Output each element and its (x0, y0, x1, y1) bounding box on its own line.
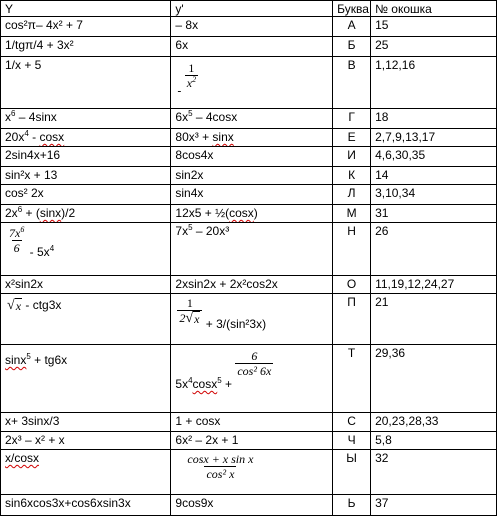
cell-letter: Т (333, 345, 371, 413)
table-row (1, 109, 497, 129)
table-row (1, 432, 497, 450)
derivative-fraction: 1 2 √ x (177, 296, 202, 326)
cell-function: cos² 2x (1, 185, 171, 205)
cell-letter: В (333, 57, 371, 109)
cell-letter: Ч (333, 432, 371, 450)
derivative-fraction: $\frac{6}{\text{cos² 6x}}$ (237, 349, 272, 378)
derivative-fraction (185, 61, 198, 90)
cell-function: sin²x + 13 (1, 167, 171, 185)
cell-derivative: 1 + cosx (171, 413, 333, 432)
cell-window: 1,12,16 (371, 57, 497, 109)
cell-window: 31 (371, 205, 497, 223)
cell-function: x+ 3sinx/3 (1, 413, 171, 432)
cell-window: 5,8 (371, 432, 497, 450)
cell-letter: П (333, 294, 371, 345)
cell-function: √ x - ctg3x (1, 294, 171, 345)
table-row (1, 413, 497, 432)
table-row (1, 17, 497, 37)
cell-function: 2x³ – x² + x (1, 432, 171, 450)
header-window: № окошка (371, 1, 497, 17)
cell-function: 1/x + 5 (1, 57, 171, 109)
cell-derivative: sin4x (171, 185, 333, 205)
table-row (1, 450, 497, 495)
cell-letter: Л (333, 185, 371, 205)
cell-function: sin6xcos3x+cos6xsin3x (1, 495, 171, 516)
cell-derivative: 9cos9x (171, 495, 333, 516)
cell-function: x/cosx (1, 450, 171, 495)
cell-derivative: 80x³ + sinx (171, 129, 333, 147)
cell-function: x²sin2x (1, 276, 171, 294)
cell-letter: К (333, 167, 371, 185)
table-row (1, 205, 497, 223)
cell-letter: Г (333, 109, 371, 129)
cell-function: 1/tgπ/4 + 3x² (1, 37, 171, 57)
header-derivative: y' (171, 1, 333, 17)
cell-letter: А (333, 17, 371, 37)
derivative-fraction: $\frac{\text{cosx + x sin x}}{\text{cos² x}}$ (187, 452, 254, 481)
cell-function: $2x^6 + (\sin x)/2$ (1, 205, 171, 223)
cell-derivative (171, 450, 333, 495)
cell-derivative: 6x² – 2x + 1 (171, 432, 333, 450)
cell-window: 21 (371, 294, 497, 345)
cell-window: 26 (371, 223, 497, 276)
cell-letter: О (333, 276, 371, 294)
table-row (1, 129, 497, 147)
cell-function: $20x^4$ - cosx (1, 129, 171, 147)
cell-derivative: $6x^5 - 4\cos x$ (171, 109, 333, 129)
cell-function: 2sin4x+16 (1, 147, 171, 167)
cell-window: 14 (371, 167, 497, 185)
cell-derivative: – 8x (171, 17, 333, 37)
cell-window: 37 (371, 495, 497, 516)
cell-function: cos²π– 4x² + 7 (1, 17, 171, 37)
cell-letter: С (333, 413, 371, 432)
table-row (1, 167, 497, 185)
table-row (1, 37, 497, 57)
cell-window: 4,6,30,35 (371, 147, 497, 167)
header-y: Y (1, 1, 171, 17)
table-row (1, 57, 497, 109)
cell-letter: Ы (333, 450, 371, 495)
cell-derivative: 6x (171, 37, 333, 57)
fraction-numerator: 1 (188, 61, 195, 75)
cell-window: 20,23,28,33 (371, 413, 497, 432)
table-header-row (1, 1, 497, 17)
cell-derivative: $5x^4\cos x^5$ + $\frac{6}{\text{cos² 6x}}$ (171, 345, 333, 413)
header-letter: Буква (333, 1, 371, 17)
cell-derivative: sin2x (171, 167, 333, 185)
table-row (1, 185, 497, 205)
cell-window: 11,19,12,24,27 (371, 276, 497, 294)
function-fraction: $\frac{7x^6}{6}$ (9, 225, 25, 255)
table-row (1, 276, 497, 294)
denominator-exponent: 2 (192, 75, 197, 84)
cell-function: $x^6 - 4\sin x$ (1, 109, 171, 129)
cell-letter: М (333, 205, 371, 223)
table-row (1, 223, 497, 276)
cell-window: 32 (371, 450, 497, 495)
cell-window: 15 (371, 17, 497, 37)
fraction-denominator: x (186, 76, 193, 90)
cell-window: 2,7,9,13,17 (371, 129, 497, 147)
cell-function: sinx$^5$ + tg6x (1, 345, 171, 413)
cell-window: 25 (371, 37, 497, 57)
cell-letter: Н (333, 223, 371, 276)
cell-function: $\frac{7x^6}{6}$ - $5x^4$ (1, 223, 171, 276)
derivative-prefix: - (177, 83, 182, 98)
cell-window: 3,10,34 (371, 185, 497, 205)
table-row (1, 345, 497, 413)
table-row (1, 147, 497, 167)
cell-derivative: 12x5 + ½(cosx) (171, 205, 333, 223)
cell-letter: Б (333, 37, 371, 57)
table-row (1, 294, 497, 345)
sqrt-expression: √ x (7, 298, 22, 313)
cell-derivative (171, 57, 333, 109)
cell-derivative: 2xsin2x + 2x²cos2x (171, 276, 333, 294)
cell-letter: Е (333, 129, 371, 147)
cell-derivative: 1 2 √ x + 3/(sin²3x) (171, 294, 333, 345)
cell-derivative: $7x^5 - 20x^3$ (171, 223, 333, 276)
cell-letter: Ь (333, 495, 371, 516)
cell-window: 29,36 (371, 345, 497, 413)
cell-window: 18 (371, 109, 497, 129)
table-row (1, 495, 497, 516)
cell-letter: И (333, 147, 371, 167)
cell-derivative: 8cos4x (171, 147, 333, 167)
